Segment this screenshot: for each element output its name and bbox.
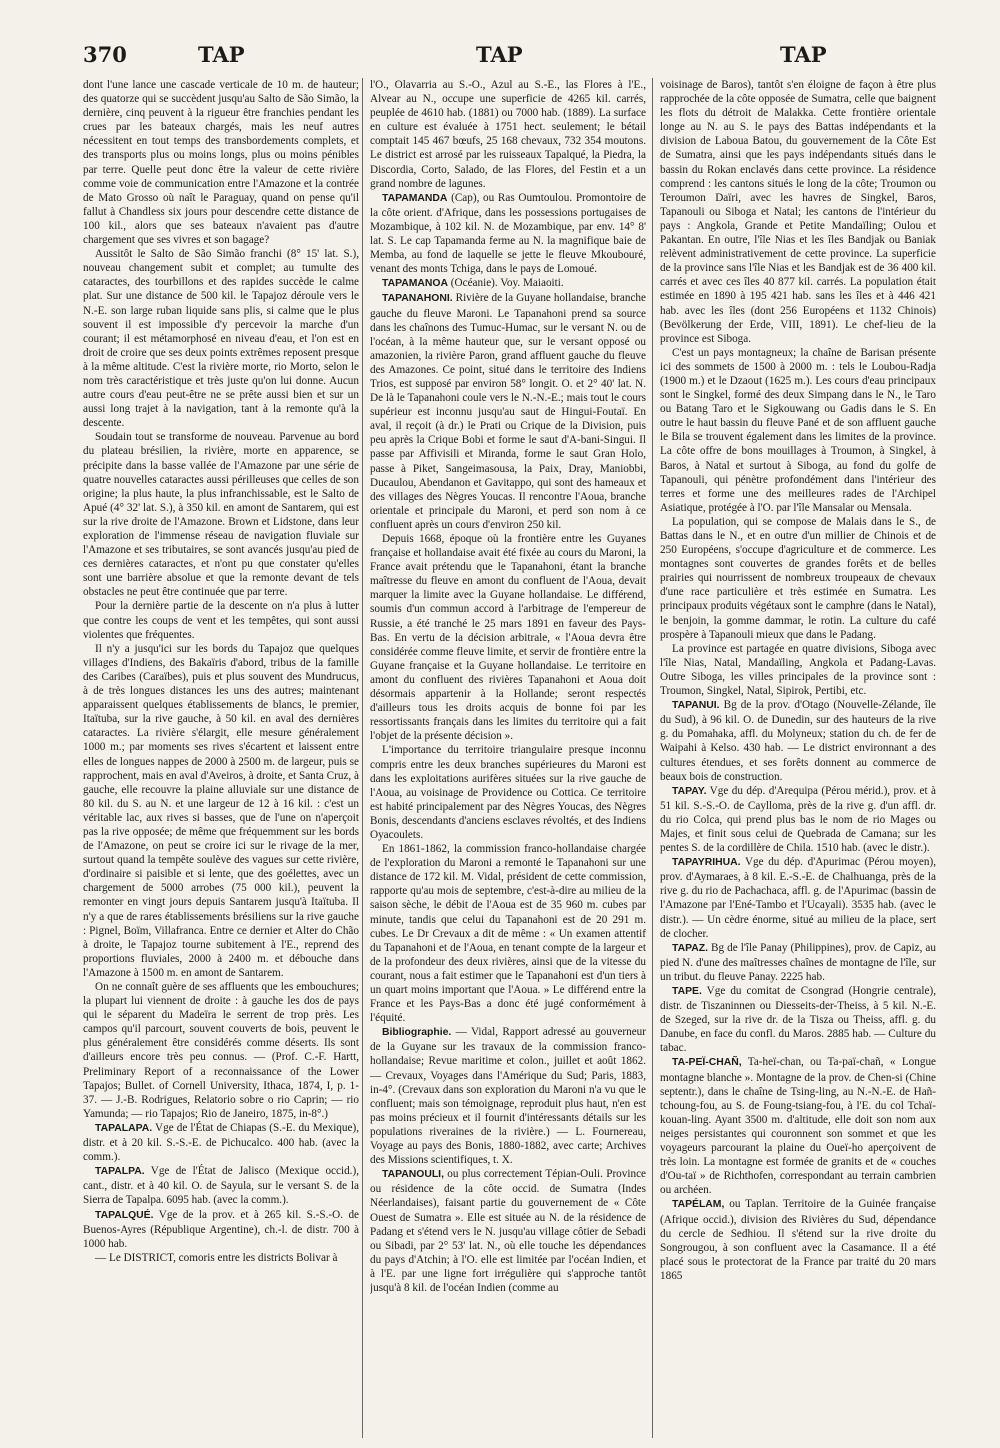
paragraph: [83, 599, 359, 641]
paragraph: [83, 980, 359, 1121]
entry-text: Vge de l'État de Jalisco (Mexique occid.), cant., distr. et à 40 kil. O. de Sayula, sur le versant S. de la Sierra de Tapalpa. 6095 hab. (avec la comm.).: [83, 1165, 359, 1207]
entry-text: On ne connaît guère de ses affluents que les embouchures; la plupart lui viennent de droite : à gauche les dos de pays qui le séparent du Madeïra le serrent de trop près. Les campos qu'il parcourt, souvent couverts de bois, peuvent le plus généralement être considérés comme déserts. Ils sont d'ailleurs encore très peu connus. — (Prof. C.-F. Hartt, Preliminary Report of a reconnaissance of the Lower Tapajos; Bullet. of Cornell University, Ithaca, 1874, I, p. 1-37. — J.-B. Rodrigues, Relatorio sobre o rio Caprin; — rio Yamunda; — rio Tapajos; Rio de Janeiro, 1875, in-8°.): [83, 981, 359, 1120]
entry-text: L'importance du territoire triangulaire presque inconnu compris entre les deux branches supérieures du Maroni est dans les exploitations aurifères situées sur la rive gauche de l'Aoua, au voisinage de Providence ou Cottica. Ce territoire est habité principalement par des Nègres Youcas, des Nègres Bonis, descendants d'anciens esclaves révoltés, et des Indiens Oyacoulets.: [370, 744, 646, 841]
entry-text: — Vidal, Rapport adressé au gouverneur de la Guyane sur les travaux de la commission franco-hollandaise; Revue maritime et colon., juillet et août 1862. — Crevaux, Voyages dans l'Amérique du Sud; Paris, 1883, in-4°. (Crevaux dans son exploration du Maroni n'a vu que le confluent; mais son témoignage, reproduit plus haut, n'en est pas moins précieux et il fournit d'intéressants détails sur les populations riveraines de la rivière.) — L. Fournereau, Voyage au pays des Bonis, 1880-1882, avec carte; Archives des Missions scientifiques, t. X.: [370, 1026, 646, 1167]
entry-text: — Le DISTRICT, comoris entre les districts Bolivar à: [95, 1251, 338, 1264]
entry-headword: TAPAZ.: [672, 942, 708, 954]
entry-headword: TAPANAHONI.: [382, 293, 453, 305]
entry-text: (Océanie). Voy. Maiaoiti.: [448, 277, 564, 290]
column-divider: [362, 78, 363, 1438]
dictionary-entry: [660, 698, 936, 784]
entry-text: Soudain tout se transforme de nouveau. Parvenue au bord du plateau brésilien, la rivière, morte en apparence, se précipite dans la basse vallée de l'Amazone par une série de quatre nouvelles cataractes aussi périlleuses que celles de son origine; la plus haute, la plus infranchissable, est le Salto de Apué (4° 32' lat. S.), à 350 kil. en amont de Santarem, qui est sur la rive droite de l'Amazone. Brown et Lidstone, dans leur exploration de l'immense réseau de navigation fluviale sur l'Amazone et ses tributaires, se sont avancés jusqu'au pied de ces dernières cataractes, et n'ont pu que constater qu'elles sont une barrière absolue et que la remonte devant de tels obstacles ne peut être continuée que par terre.: [83, 431, 359, 599]
dictionary-entry: [660, 855, 936, 941]
entry-text: voisinage de Baros), tantôt s'en éloigne de façon à être plus rapprochée de la côte opposée de Sumatra, celle que baignent les flots du détroit de Malakka. Cette frontière orientale longe au N. au S. le pays des Battas indépendants et la division de Laboua Batou, du gouvernement de la Côte Est de Sumatra, ainsi que les pays indépendants situés dans le bassin du Rokan enclavés dans cette province. La résidence comprend : les cantons situés le long de la côte; Troumon ou Teroumon Daïri, avec les havres de Singkel, Baros, Tapanouli ou Siboga et Natal; les cantons de l'intérieur du pays : Angkola, Grande et Petite Mandaïling; Oulou et Pakantan. En outre, l'île Nias et les îles Bandjak ou Baniak relèvent administrativement de cette province. La superficie de la province sans l'île Nias et les Bandjak est de 36 400 kil. carrés et avec ces îles 40 877 kil. carrés. La population était estimée en 1890 à 195 421 hab. sans les îles et à 446 421 hab. avec les îles (dont 256 Européens et 1132 Chinois) (Bevölkerung der Erde, VIII, 1891). Le chef-lieu de la province est Siboga.: [660, 79, 936, 345]
entry-headword: Bibliographie.: [382, 1027, 452, 1039]
entry-text: (Cap), ou Ras Oumtoulou. Promontoire de la côte orient. d'Afrique, dans les possessions portugaises de Mozambique, à 102 kil. N. de Mozambique, par env. 14° 8' lat. S. Le cap Tapamanda ferme au N. la magnifique baie de Memba, au fond de laquelle se jette le fleuve Mkoubouré, venant des monts Tchiga, dans le pays de Lomoué.: [370, 191, 646, 276]
text-column-2: [370, 78, 646, 1438]
text-column-1: [83, 78, 359, 1438]
entry-headword: TAPAMANOA: [382, 278, 448, 290]
dictionary-entry: [660, 984, 936, 1055]
dictionary-entry: [83, 1208, 359, 1251]
running-header: [0, 42, 1000, 68]
entry-headword: TAPALAPA.: [95, 1122, 153, 1134]
paragraph: [370, 78, 646, 191]
header-word-right: TAP: [780, 42, 827, 67]
entry-text: Ta-heï-chan, ou Ta-paï-chañ, « Longue montagne blanche ». Montagne de la prov. de Chen-si (Chine septentr.), dans le chaîne de Tsing-ling, au N.-N.-E. de Hañ-tchoung-fou, au S. de Foung-tsiang-fou, à l'E. du col Tchaï-kouan-ling. Ayant 3500 m. d'altitude, elle doit son nom aux neiges persistantes qui couronnent son sommet et que les voyageurs parcourant la plaine du Oueï-ho aperçoivent de très loin. La montagne est formée de granits et de « couches d'Ou-taï » de Richthofen, correspondant au terrain cambrien ou archéen.: [660, 1056, 936, 1197]
entry-headword: TAPÉLAM,: [672, 1199, 725, 1211]
entry-text: Depuis 1668, époque où la frontière entre les Guyanes française et hollandaise avait été fixée au cours du Maroni, la France avait prétendu que le Tapanahoni, étant la branche maîtresse du fleuve en amont du confluent de l'Aoua, devait marquer la limite avec la Guyane hollandaise. Le différend, soumis d'un commun accord à l'arbitrage de l'empereur de Russie, a été tranché le 25 mars 1891 en faveur des Pays-Bas. En vertu de la décision arbitrale, « l'Aoua devra être considérée comme fleuve limite, et servir de frontière entre la Guyane française et la Guyane hollandaise. Le territoire en amont du confluent des rivières Tapanahoni et Aoua doit désormais appartenir à la Hollande; seront respectés d'ailleurs tous les droits acquis de bonne foi par les ressortissants français dans les limites du territoire qui a fait l'objet de la présente décision ».: [370, 533, 646, 743]
dictionary-entry: [370, 1167, 646, 1295]
entry-headword: TAPALQUÉ.: [95, 1209, 154, 1221]
dictionary-entry: [370, 191, 646, 277]
paragraph: [83, 430, 359, 599]
paragraph: [660, 642, 936, 698]
entry-text: Vge du comitat de Csongrad (Hongrie centrale), distr. de Tiszaninnen ou Diesseits-der-Theiss, à 5 kil. N.-E. de Szeged, sur la rive dr. de la Tisza ou Theiss, affl. g. du Danube, en face du confl. du Maros. 2885 hab. — Culture du tabac.: [660, 985, 936, 1055]
entry-text: Bg de l'île Panay (Philippines), prov. de Capiz, au pied N. d'une des maîtresses chaînes de montagne de l'île, sur un tribut. du fleuve Panay. 2225 hab.: [660, 941, 936, 983]
dictionary-entry: [660, 1197, 936, 1283]
dictionary-entry: [660, 1055, 936, 1197]
entry-text: Vge de l'État de Chiapas (S.-E. du Mexique), distr. et à 20 kil. S.-S.-E. de Pichucalco. 400 hab. (avec la comm.).: [83, 1121, 359, 1164]
entry-text: C'est un pays montagneux; la chaîne de Barisan présente ici des sommets de 1500 à 2000 m. : tels le Loubou-Radja (1900 m.) et le Dzaout (1625 m.). Les cours d'eau principaux sont le Singkel, formé des deux Simpang dans le N., le Taro ou Batang Taro et le Sigkouwang ou Gadis dans le S. En outre le haut bassin du fleuve Pané et de son affluent gauche le Bila se trouvent également dans les limites de la province. La côte offre de bons mouillages à Troumon, à Singkel, à Baros, à Natal et surtout à Siboga, au fond du golfe de Tapanouli, qui pénètre profondément dans l'intérieur des terres et forme une des meilleures rades de l'Archipel Asiatique, protégée à l'O. par l'île Mansalar ou Mensala.: [660, 346, 936, 514]
entry-text: dont l'une lance une cascade verticale de 10 m. de hauteur; des quatorze qui se succèdent jusqu'au Salto de São Simão, la dernière, cinq peuvent à la rigueur être franchies pendant les crues par les bateaux chargés, mais les neuf autres nécessitent en tout temps des transbordements complets, et des transports plus ou moins longs, plus ou moins pénibles par terre. Quelle peut donc être la valeur de cette rivière comme voie de communication entre l'Amazone et la contrée de Mato Grosso où naît le Paraguay, quand on pense qu'il fallut à Chandless six jours pour descendre cette distance de 100 kil., alors que ses bateaux n'avaient pas d'autre chargement que ses vivres et son bagage?: [83, 79, 359, 247]
entry-text: Bg de la prov. d'Otago (Nouvelle-Zélande, île du Sud), à 96 kil. O. de Dunedin, sur des hauteurs de la rive g. du Pomahaka, affl. du Molyneux; station du ch. de fer de Waipahi à Kelso. 430 hab. — Le district environnant a des cultures étendues, et ses forêts donnent au commerce de beaux bois de construction.: [660, 699, 936, 783]
entry-text: Aussitôt le Salto de São Simão franchi (8° 15' lat. S.), nouveau changement subit et complet; au tumulte des cataractes, des tourbillons et des rapides succède le calme plat. Sur une distance de 500 kil. le Tapajoz déroule vers le N.-E. son large ruban liquide sans plis, si calme que le plus souvent il est impossible d'y percevoir la marche d'un courant; il est métamorphosé en niveau d'eau, et l'on est en droit de croire que ses deux points extrêmes reposent presque à la même altitude. C'est la rivière morte, rio Morto, selon le nom très caractéristique et très juste qu'on lui donne. Aucun autre cours d'eau peut-être ne se prête aussi bien et sur un aussi long trajet à la navigation, tant à la remonte qu'à la descente.: [83, 248, 359, 430]
dictionary-entry: [370, 1025, 646, 1167]
column-divider: [652, 78, 653, 1438]
entry-text: Vge du dép. d'Apurimac (Pérou moyen), prov. d'Aymaraes, à 8 kil. E.-S.-E. de Chalhuanga, près de la rive g. du rio de Pachachaca, affl. g. de l'Apurimac (bassin de l'Amazone par l'Ené-Tambo et l'Ucayali). 3535 hab. (avec le distr.). — Un cèdre énorme, situé au milieu de la place, sert de clocher.: [660, 856, 936, 940]
entry-text: La population, qui se compose de Malais dans le S., de Battas dans le N., et en outre d'un millier de Chinois et de 250 Européens, s'occupe d'agriculture et de commerce. Les montagnes sont couvertes de grandes forêts et de belles prairies qui nourrissent de nombreux troupeaux de chevaux d'une race particulière et très estimée en Sumatra. Les principaux produits végétaux sont le camphre (dans le Natal), le benjoin, la gomme dammar, le rotin. La culture du café prospère à Tapanouli mieux que dans le Padang.: [660, 515, 936, 641]
entry-headword: TA-PEÏ-CHAÑ,: [672, 1057, 742, 1069]
entry-headword: TAPAMANDA: [382, 192, 448, 204]
entry-headword: TAPANUI.: [672, 700, 720, 712]
paragraph: [83, 78, 359, 247]
entry-headword: TAPAYRIHUA.: [672, 857, 741, 869]
entry-headword: TAPALPA.: [95, 1166, 145, 1178]
entry-headword: TAPANOULI,: [382, 1169, 444, 1181]
entry-text: Vge de la prov. et à 265 kil. S.-S.-O. de Buenos-Ayres (République Argentine), ch.-l. de distr. 700 à 1000 hab.: [83, 1208, 359, 1250]
paragraph: [83, 642, 359, 980]
entry-headword: TAPE.: [672, 986, 702, 997]
dictionary-entry: [370, 291, 646, 532]
header-word-center: TAP: [476, 42, 523, 67]
entry-text: La province est partagée en quatre divisions, Siboga avec l'île Nias, Natal, Mandaïling, Angkola et Padang-Lavas. Outre Siboga, les villes principales de la province sont : Troumon, Singkel, Natal, Sipirok, Pertibi, etc.: [660, 642, 936, 698]
entry-text: ou Taplan. Territoire de la Guinée française (Afrique occid.), division des Rivières du Sud, dépendance du cercle de Sedhiou. Il s'étend sur la rive droite du Songrougou, à son confluent avec la Casamance. Il a été placé sous le protectorat de la France par traité du 20 mars 1865: [660, 1198, 936, 1282]
paragraph: [370, 743, 646, 842]
entry-text: l'O., Olavarria au S.-O., Azul au S.-E., las Flores à l'E., Alvear au N., occupe une superficie de 4265 kil. carrés, peuplée de 4610 hab. (1881) ou 7000 hab. (1889). La surface en culture est évaluée à 1751 hect. seulement; le bétail comptait 145 467 bœufs, 25 168 chevaux, 732 354 moutons. Le district est arrosé par les ruisseaux Tapalqué, la Piedra, la Discordia, Corto, Salado, de las Flores, del Festin et a un grand nombre de lagunes.: [370, 79, 646, 190]
dictionary-entry: [660, 941, 936, 984]
dictionary-entry: [83, 1164, 359, 1207]
text-column-3: [660, 78, 936, 1438]
paragraph: [660, 78, 936, 346]
entry-text: Vge du dép. d'Arequipa (Pérou mérid.), prov. et à 51 kil. S.-S.-O. de Caylloma, près de la rive g. d'un affl. dr. du rio Colca, qui prend plus bas le nom de rio Mages ou Majes, et finit sous celui de Quebrada de Camana; sur les pentes S. de la cordillère de Chila. 1510 hab. (avec le distr.).: [660, 784, 936, 855]
entry-text: Il n'y a jusqu'ici sur les bords du Tapajoz que quelques villages d'Indiens, des Bakaïris d'abord, tribus de la famille des Caribes (Caraïbes), puis et plus souvent des Mundrucus, à de très longues distances les uns des autres; maintenant apparaissent quelques établissements de blancs, le premier, Itaïtuba, sur la rive gauche, à 50 kil. en aval des dernières cataractes. La rivière s'élargit, elle mesure généralement 1000 m.; par moments ses rives s'écartent et laissent entre elles de longues nappes de 2000 à 2500 m. de largeur, puis se rapprochent, mais en aval d'Aveiros, à droite, et Santa Cruz, à gauche, elle recouvre la plaine alluviale sur une distance de 80 kil. du S. au N. et une largeur de 12 à 16 kil. : c'est un véritable lac, aux rives si basses, que de l'une on n'aperçoit pas la rive opposée; de même que fréquemment sur les bords de l'Amazone, on peut se croire ici sur le rivage de la mer, surtout quand la tempête soulève des vagues sur cette rivière, d'ordinaire si paisible et si lente, que des goélettes, avec un chargement de 5000 arrobes (75 000 kil.), peuvent la remonter en vingt jours depuis Santarem jusqu'à Itaïtuba. Il n'y a que de rares établissements brésiliens sur la rive gauche : Pignel, Boïm, Villafranca. Entre ce dernier et Alter do Chão à droite, le Tapajoz tourne subitement à l'E., reprend des proportions fluviales, 2000 à 2400 m. et débouche dans l'Amazone à 1500 m. en amont de Santarem.: [83, 642, 359, 979]
entry-headword: TAPAY.: [672, 785, 707, 797]
entry-text: Pour la dernière partie de la descente on n'a plus à lutter que contre les coups de vent et les tempêtes, qui sont aussi violentes que fréquentes.: [83, 600, 359, 641]
paragraph: [370, 842, 646, 1025]
paragraph: [83, 247, 359, 430]
header-word-left: TAP: [198, 42, 245, 67]
entry-text: En 1861-1862, la commission franco-hollandaise chargée de l'exploration du Maroni a remonté le Tapanahoni sur une distance de 172 kil. M. Vidal, président de cette commission, rapporte qu'au mois de septembre, c'est-à-dire au milieu de la saison sèche, le débit de l'Aoua est de 35 960 m. cubes par minute, tandis que celui du Tapanahoni est de 20 291 m. cubes. Le Dr Crevaux a dit de même : « Un examen attentif du Tapanahoni et de l'Aoua, en tenant compte de la largeur et de la profondeur des deux rivières, ainsi que de la vitesse du courant, nous a fait estimer que le Tapanahoni est d'un tiers à un quart moins important que l'Aoua. » Le différend entre la France et les Pays-Bas a donc été jugé conformément à l'équité.: [370, 843, 646, 1025]
paragraph: [660, 515, 936, 642]
paragraph: [660, 346, 936, 515]
dictionary-entry: [83, 1121, 359, 1164]
entry-text: Rivière de la Guyane hollandaise, branche gauche du fleuve Maroni. Le Tapanahoni prend sa source dans les chaînons des Tumuc-Humac, sur le versant N. ou de l'océan, à la même hauteur que, sur le versant opposé ou amazonien, la rivière Paron, grand affluent gauche du fleuve des Amazones. Ce point, situé dans le territoire des Indiens Trios, est supposé par environ 58° longit. O. et 2° 40' lat. N. De là le Tapanahoni coule vers le N.-N.-E.; mais tout le cours supérieur est inconnu jusqu'au saut de Hingui-Foutaï. En aval, il reçoit (à dr.) le Prati ou Crique de la Division, puis peu après la Crique Bobi et forme le saut d'A-bani-Singui. Il passe par Affivisili et Miranda, forme le saut Gran Holo, passe à Piket, Sangeimasousa, la Paix, Dray, Maniobbi, Ducaulou, Abendanon et Gavitappo, qui sont des hameaux et des villages des Nègres Youcas. Il rencontre l'Aoua, branche orientale et principale du Maroni, et perd son nom à ce confluent après un cours d'environ 250 kil.: [370, 292, 646, 531]
paragraph: [370, 532, 646, 743]
dictionary-entry: [370, 276, 646, 291]
page-number: 370: [83, 42, 127, 67]
dictionary-entry: [660, 784, 936, 855]
paragraph: [83, 1251, 359, 1265]
entry-text: ou plus correctement Tépian-Ouli. Province ou résidence de la côte occid. de Sumatra (Indes Néerlandaises), faisant partie du gouvernement de « Côte Ouest de Sumatra ». Elle est située au N. de la résidence de Padang et s'étend vers le N. jusqu'au village côtier de Sebadi ou Sibadi, par 2° 53' lat. N., où elle touche les dépendances du pays d'Atchin; à l'O. elle est limitée par l'océan Indien, et à l'E. par une ligne fort irrégulière qui s'approche tantôt jusqu'à 8 kil. de l'océan Indien (comme au: [370, 1168, 646, 1294]
